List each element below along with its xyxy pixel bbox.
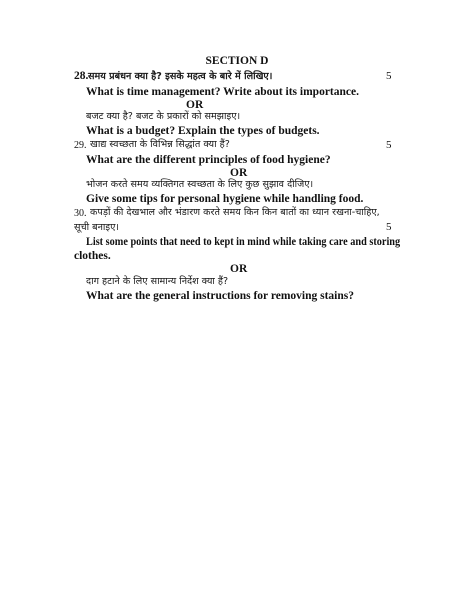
question-30-or: OR — [230, 263, 248, 275]
question-30-alt-hindi: दाग हटाने के लिए सामान्य निर्देश क्या हैं? — [86, 276, 229, 287]
section-title: SECTION D — [205, 55, 269, 67]
question-30-english-line-1: List some points that need to kept in mind while taking care and storing — [86, 236, 401, 248]
question-28-number: 28. — [74, 70, 89, 82]
question-30-hindi-line-1: कपड़ों की देखभाल और भंडारण करते समय किन किन बातों का ध्यान रखना-चाहिए, — [90, 207, 380, 218]
question-29-or: OR — [230, 167, 248, 179]
question-29-marks: 5 — [386, 139, 392, 151]
question-29-alt-english: Give some tips for personal hygiene while handling food. — [86, 193, 364, 205]
question-30-alt-english: What are the general instructions for removing stains? — [86, 290, 354, 302]
question-30-number: 30. — [74, 208, 87, 219]
question-28-english: What is time management? Write about its importance. — [86, 86, 359, 98]
question-28-alt-hindi: बजट क्या है? बजट के प्रकारों को समझाइए। — [86, 111, 241, 122]
question-28-hindi: समय प्रबंधन क्या है? इसके महत्व के बारे में लिखिए। — [88, 71, 273, 82]
question-29-hindi: खाद्य स्वच्छता के विभिन्न सिद्धांत क्या हैं? — [90, 139, 230, 150]
question-30-hindi-line-2: सूची बनाइए। — [74, 222, 120, 233]
question-29-alt-hindi: भोजन करते समय व्यक्तिगत स्वच्छता के लिए कुछ सुझाव दीजिए। — [86, 179, 314, 190]
question-29-english: What are the different principles of food hygiene? — [86, 154, 331, 166]
question-30-english-line-2: clothes. — [74, 250, 111, 262]
question-28-alt-english: What is a budget? Explain the types of budgets. — [86, 125, 320, 137]
question-28-or: OR — [186, 99, 204, 111]
question-29-number: 29. — [74, 140, 87, 151]
question-30-marks: 5 — [386, 221, 392, 233]
question-28-marks: 5 — [386, 70, 392, 82]
